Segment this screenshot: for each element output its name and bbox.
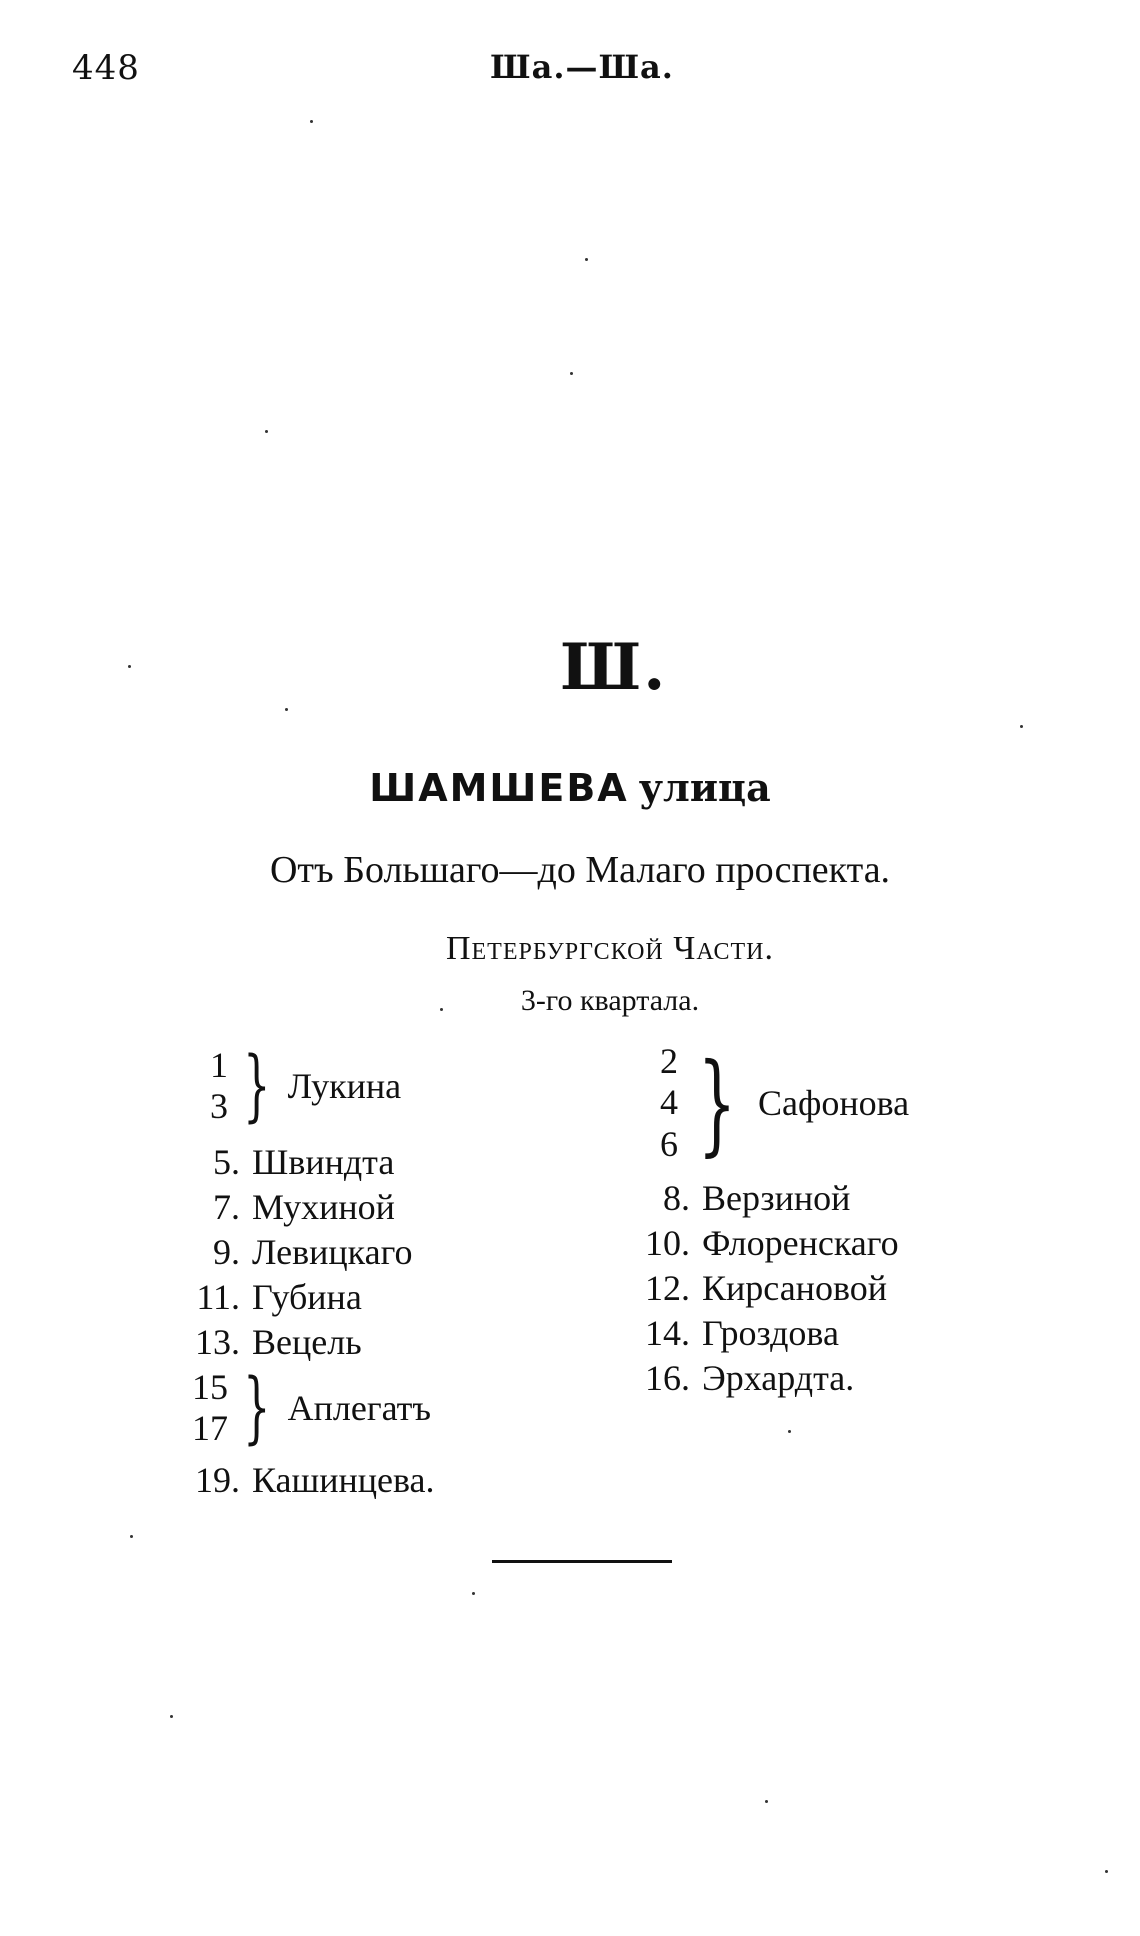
house-entry xyxy=(600,1222,899,1264)
house-entry xyxy=(600,1357,854,1399)
house-number: 17 xyxy=(192,1408,228,1449)
scan-speck xyxy=(130,1535,133,1538)
house-number: 16. xyxy=(645,1358,690,1398)
house-number: 1 xyxy=(210,1045,228,1085)
house-number: 5. xyxy=(213,1142,240,1182)
house-number: 8. xyxy=(663,1178,690,1218)
house-number: 3 xyxy=(210,1086,228,1127)
scan-speck xyxy=(472,1592,475,1595)
scan-speck xyxy=(765,1800,768,1803)
house-number: 4 xyxy=(660,1082,678,1123)
house-owner: Швиндта xyxy=(252,1142,395,1182)
street-route: Отъ Большаго—до Малаго проспекта. xyxy=(269,849,891,891)
house-entry xyxy=(150,1321,362,1363)
brace-icon: } xyxy=(697,1039,737,1168)
house-owner: Мухиной xyxy=(252,1187,395,1227)
house-owner: Гроздова xyxy=(702,1313,839,1353)
scan-speck xyxy=(1020,725,1023,728)
house-owner: Сафонова xyxy=(758,1083,910,1124)
house-number: 12. xyxy=(645,1268,690,1308)
house-owner: Губина xyxy=(252,1277,362,1317)
brace-icon: } xyxy=(243,1041,271,1132)
house-entry xyxy=(150,1186,395,1228)
scan-speck xyxy=(440,1008,443,1011)
house-owner: Вецель xyxy=(252,1322,362,1362)
scan-speck xyxy=(128,665,131,668)
house-owner: Эрхардта. xyxy=(702,1358,855,1398)
house-number: 7. xyxy=(213,1187,240,1227)
brace-icon: } xyxy=(243,1363,271,1454)
house-group xyxy=(600,1039,910,1168)
scan-speck xyxy=(788,1430,791,1433)
house-owner: Кирсановой xyxy=(702,1268,887,1308)
house-entry xyxy=(150,1276,362,1318)
house-entry xyxy=(150,1459,435,1501)
scan-speck xyxy=(285,708,288,711)
house-number: 10. xyxy=(645,1223,690,1263)
house-owner: Левицкаго xyxy=(252,1232,413,1272)
house-number: 9. xyxy=(213,1232,240,1272)
house-owner: Флоренскаго xyxy=(702,1223,899,1263)
street-type: улица xyxy=(638,765,771,810)
house-number: 13. xyxy=(195,1322,240,1362)
scan-speck xyxy=(1105,1870,1108,1873)
house-number: 15 xyxy=(192,1367,228,1407)
scan-speck xyxy=(310,120,313,123)
street-heading xyxy=(0,765,1140,810)
house-entry xyxy=(150,1141,394,1183)
house-group-numbers xyxy=(600,1041,678,1165)
quarter: 3-го квартала. xyxy=(520,984,700,1017)
house-group xyxy=(150,1041,402,1132)
scan-speck xyxy=(585,258,588,261)
house-owner: Кашинцева. xyxy=(252,1460,435,1500)
house-owner: Лукина xyxy=(287,1066,402,1107)
scan-speck xyxy=(265,430,268,433)
house-entry xyxy=(600,1312,839,1354)
section-divider-rule xyxy=(492,1560,672,1563)
house-group xyxy=(150,1363,432,1454)
page-number: 448 xyxy=(72,48,140,88)
house-owner: Верзиной xyxy=(702,1178,851,1218)
scan-speck xyxy=(170,1715,173,1718)
house-number: 14. xyxy=(645,1313,690,1353)
street-name: ШАМШЕВА xyxy=(369,766,629,810)
house-entry xyxy=(600,1177,850,1219)
section-letter: Ш. xyxy=(560,630,668,705)
house-entry xyxy=(600,1267,887,1309)
house-number: 11. xyxy=(196,1277,240,1317)
house-entry xyxy=(150,1231,412,1273)
house-number: 19. xyxy=(195,1460,240,1500)
district: Петербургской Части. xyxy=(445,930,775,967)
scan-speck xyxy=(570,372,573,375)
house-number: 6 xyxy=(660,1123,678,1164)
house-group-numbers xyxy=(150,1367,228,1450)
house-number: 2 xyxy=(660,1041,678,1081)
house-group-numbers xyxy=(150,1045,228,1128)
house-owner: Аплегатъ xyxy=(287,1388,432,1429)
running-head: Ша.—Ша. xyxy=(490,48,674,86)
